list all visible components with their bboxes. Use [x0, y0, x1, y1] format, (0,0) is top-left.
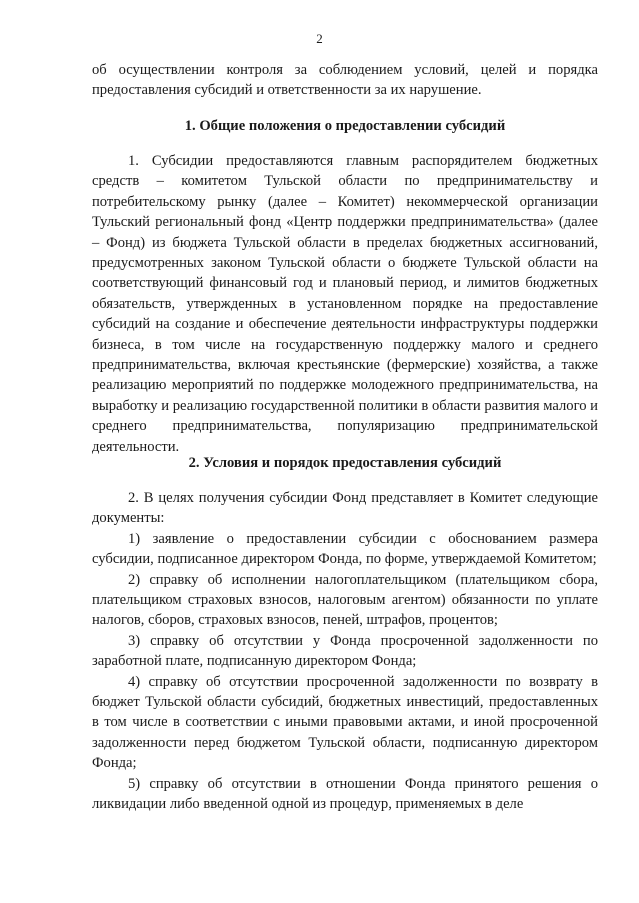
- list-item: 5) справку об отсутствии в отношении Фонда принятого решения о ликвидации либо введенной одной из процедур, применяемых в деле: [92, 775, 598, 813]
- paragraph: 1. Субсидии предоставляются главным распорядителем бюджетных средств – комитетом Тульской области по предпринимательству и потребительскому рынку (далее – Комитет) некоммерческой организации Тульский региональный фонд «Центр поддержки предпринимательства» (далее – Фонд) из бюджета Тульской области в пределах бюджетных ассигнований, предусмотренных законом Тульской области о бюджете Тульской области на соответствующий финансовый год и плановый период, и лимитов бюджетных обязательств, утвержденных в установленном порядке на предоставление субсидий на создание и обеспечение деятельности инфраструктуры поддержки бизнеса, в том числе на государственную поддержку малого и среднего предпринимательства, включая крестьянские (фермерские) хозяйства, а также реализацию мероприятий по поддержке молодежного предпринимательства, на выработку и реализацию государственной политики в области развития малого и среднего предпринимательства, популяризацию предпринимательской деятельности.: [92, 153, 598, 455]
- page-number: 2: [316, 31, 323, 46]
- intro-paragraph: об осуществлении контроля за соблюдением условий, целей и порядка предоставления субсидий и ответственности за их нарушение.: [92, 62, 598, 99]
- list-item: 4) справку об отсутствии просроченной задолженности по возврату в бюджет Тульской области субсидий, бюджетных инвестиций, предоставленных в том числе в соответствии с иными правовыми актами, и иной просроченной задолженности перед бюджетом Тульской области, подписанную директором Фонда;: [92, 673, 598, 772]
- section-1-heading: 1. Общие положения о предоставлении субсидий: [184, 118, 506, 134]
- intro-block: [92, 60, 598, 101]
- section-2-heading: 2. Условия и порядок предоставления субсидий: [188, 455, 502, 471]
- list-item: 3) справку об отсутствии у Фонда просроченной задолженности по заработной плате, подписанную директором Фонда;: [92, 632, 598, 670]
- list-item: 2) справку об исполнении налогоплательщиком (плательщиком сбора, плательщиком страховых взносов, налоговым агентом) обязанности по уплате налогов, сборов, страховых взносов, пеней, штрафов, процентов;: [92, 571, 598, 629]
- paragraph: 2. В целях получения субсидии Фонд представляет в Комитет следующие документы:: [92, 490, 598, 527]
- list-item: 1) заявление о предоставлении субсидии с обоснованием размера субсидии, подписанное директором Фонда, по форме, утверждаемой Комитетом;: [92, 530, 598, 568]
- section-2-body: [92, 488, 598, 815]
- section-1-body: [92, 151, 598, 457]
